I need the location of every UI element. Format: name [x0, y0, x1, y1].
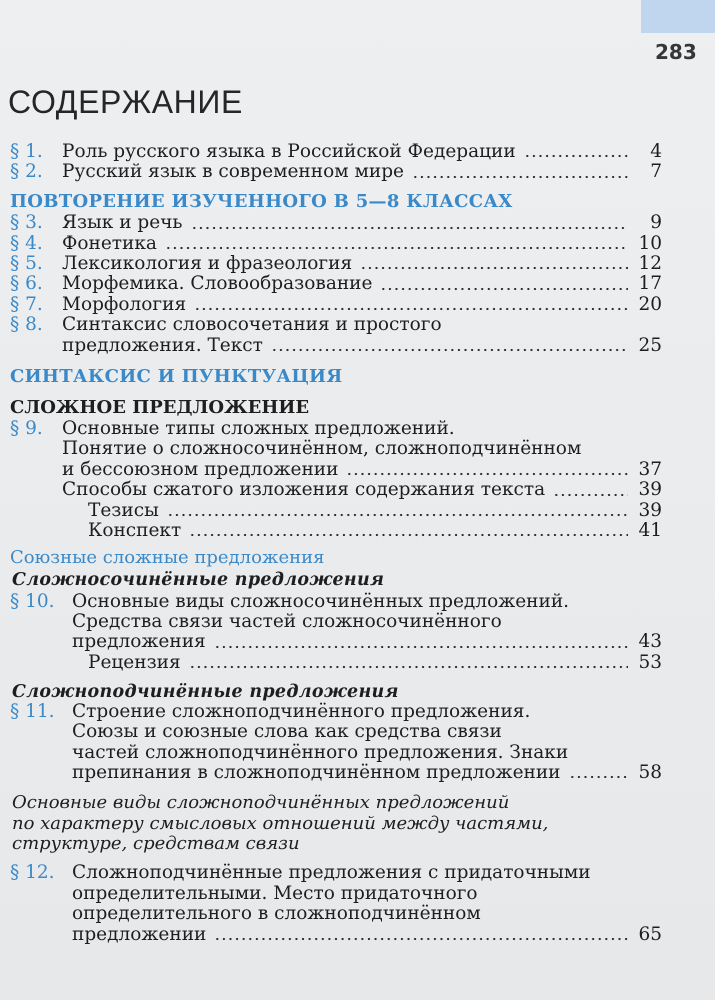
section-number: § 8.: [10, 314, 43, 336]
entry-title: Морфология: [62, 294, 187, 315]
dot-leader: [569, 775, 628, 779]
toc-entry-12: [10, 863, 662, 945]
heading-line: структуре, средствам связи: [12, 833, 300, 855]
entry-body: [62, 142, 662, 162]
entry-title: предложения: [72, 632, 206, 653]
heading-line: по характеру смысловых отношений между частями,: [12, 812, 549, 834]
entry-body: [72, 702, 662, 784]
entry-title: Сложноподчинённые предложения с придаточными: [72, 863, 591, 884]
entry-title: Тезисы: [88, 500, 159, 521]
entry-body: [62, 419, 662, 541]
section-number: § 3.: [10, 212, 43, 234]
entry-title: Основные типы сложных предложений.: [62, 419, 455, 440]
entry-line: [72, 722, 662, 742]
dot-leader: [271, 348, 628, 352]
entry-body: [62, 234, 662, 254]
subsection-heading-compound: Сложносочинённые предложения: [12, 569, 385, 590]
entry-title: Способы сжатого изложения содержания текста: [62, 480, 546, 501]
section-number: § 7.: [10, 293, 43, 315]
table-of-contents: [10, 142, 662, 945]
section-heading-syntax: СИНТАКСИС И ПУНКТУАЦИЯ: [10, 365, 343, 387]
entry-title: Средства связи частей сложносочинённого: [72, 611, 502, 632]
entry-body: [72, 592, 662, 674]
toc-entry-3: [10, 213, 662, 233]
entry-line: [72, 925, 662, 945]
entry-subline: [62, 501, 662, 521]
entry-line: [72, 904, 662, 924]
entry-page: 12: [638, 252, 662, 274]
entry-title: Язык и речь: [62, 213, 183, 234]
entry-title: Лексикология и фразеология: [62, 253, 353, 274]
entry-line: [62, 480, 662, 500]
entry-page: 65: [638, 923, 662, 945]
entry-line: [62, 162, 662, 182]
dot-leader: [194, 307, 628, 311]
section-number: § 10.: [10, 590, 55, 612]
entry-title: Морфемика. Словообразование: [62, 274, 373, 295]
entry-title: Русский язык в современном мире: [62, 162, 405, 183]
entry-line: [62, 274, 662, 294]
page-number: 283: [655, 40, 697, 64]
subsection-heading-conjunctive: Союзные сложные предложения: [10, 546, 325, 568]
dot-leader: [524, 154, 628, 158]
entry-subline: [62, 521, 662, 541]
toc-entry-11: [10, 702, 662, 784]
dot-leader: [165, 246, 628, 250]
dot-leader: [360, 266, 628, 270]
section-number: § 12.: [10, 862, 55, 884]
section-number: § 2.: [10, 161, 43, 183]
section-heading-review: ПОВТОРЕНИЕ ИЗУЧЕННОГО В 5—8 КЛАССАХ: [10, 190, 513, 212]
entry-title: определительными. Место придаточного: [72, 883, 478, 904]
dot-leader: [189, 533, 628, 537]
entry-body: [62, 274, 662, 294]
dot-leader: [346, 472, 628, 476]
heading-line: Основные виды сложноподчинённых предложений: [12, 792, 510, 814]
entry-body: [62, 162, 662, 182]
entry-page: 58: [638, 762, 662, 784]
entry-title: Понятие о сложносочинённом, сложноподчинённом: [62, 439, 582, 460]
entry-page: 17: [638, 273, 662, 295]
entry-line: [72, 632, 662, 652]
entry-title: Союзы и союзные слова как средства связи: [72, 722, 502, 743]
entry-line: [72, 592, 662, 612]
entry-title: Строение сложноподчинённого предложения.: [72, 701, 531, 722]
section-number: § 4.: [10, 232, 43, 254]
entry-title: Синтаксис словосочетания и простого: [62, 315, 442, 336]
section-number: § 5.: [10, 252, 43, 274]
toc-entry-4: [10, 234, 662, 254]
dot-leader: [380, 287, 628, 291]
entry-subline: [72, 653, 662, 673]
entry-title: препинания в сложноподчинённом предложении: [72, 763, 561, 784]
entry-title: Роль русского языка в Российской Федерации: [62, 142, 516, 162]
entry-page: 25: [638, 334, 662, 356]
entry-body: [72, 863, 662, 945]
toc-entry-1: [10, 142, 662, 162]
entry-page: 43: [638, 631, 662, 653]
entry-page: 37: [638, 458, 662, 480]
toc-entry-6: [10, 274, 662, 294]
entry-title: частей сложноподчинённого предложения. Знаки: [72, 742, 569, 763]
dot-leader: [553, 493, 628, 497]
entry-line: [62, 295, 662, 315]
page-title: СОДЕРЖАНИЕ: [8, 84, 243, 120]
entry-line: [72, 612, 662, 632]
entry-line: [62, 419, 662, 439]
entry-line: [62, 213, 662, 233]
entry-page: 4: [650, 141, 662, 162]
entry-page: 10: [638, 232, 662, 254]
entry-title: Конспект: [88, 521, 182, 542]
dot-leader: [214, 937, 628, 941]
section-number: § 9.: [10, 418, 43, 440]
dot-leader: [191, 226, 628, 230]
entry-title: Основные виды сложносочинённых предложений.: [72, 591, 570, 612]
subsection-heading-subordinate-types: [10, 793, 662, 854]
entry-title: Рецензия: [88, 652, 181, 673]
entry-page: 9: [650, 212, 662, 234]
toc-entry-9: [10, 419, 662, 541]
entry-page: 39: [638, 479, 662, 501]
entry-page: 7: [650, 161, 662, 183]
section-number: § 6.: [10, 273, 43, 295]
subsection-heading-subordinate: Сложноподчинённые предложения: [12, 681, 399, 702]
dot-leader: [214, 645, 628, 649]
entry-line: [72, 763, 662, 783]
entry-body: [62, 315, 662, 356]
entry-line: [62, 142, 662, 162]
entry-line: [72, 863, 662, 883]
toc-entry-5: [10, 254, 662, 274]
chapter-tab: [641, 0, 715, 33]
chapter-heading-complex-sentence: СЛОЖНОЕ ПРЕДЛОЖЕНИЕ: [10, 396, 310, 418]
entry-line: [62, 234, 662, 254]
entry-page: 53: [638, 651, 662, 673]
entry-title: и бессоюзном предложении: [62, 459, 339, 480]
entry-body: [62, 213, 662, 233]
entry-title: предложении: [72, 924, 207, 945]
entry-page: 20: [638, 293, 662, 315]
entry-line: [72, 884, 662, 904]
entry-page: 39: [638, 499, 662, 521]
entry-body: [62, 254, 662, 274]
toc-entry-2: [10, 162, 662, 182]
entry-body: [62, 295, 662, 315]
entry-line: [62, 315, 662, 335]
entry-title: определительного в сложноподчинённом: [72, 904, 481, 925]
entry-line: [62, 460, 662, 480]
toc-entry-8: [10, 315, 662, 356]
dot-leader: [412, 175, 628, 179]
section-number: § 1.: [10, 141, 43, 162]
section-number: § 11.: [10, 700, 55, 722]
entry-page: 41: [638, 520, 662, 542]
toc-entry-7: [10, 295, 662, 315]
entry-line: [72, 702, 662, 722]
entry-line: [62, 439, 662, 459]
dot-leader: [167, 513, 628, 517]
entry-title: предложения. Текст: [62, 335, 263, 356]
entry-line: [72, 743, 662, 763]
dot-leader: [189, 665, 628, 669]
entry-line: [62, 336, 662, 356]
entry-line: [62, 254, 662, 274]
entry-title: Фонетика: [62, 233, 157, 254]
toc-entry-10: [10, 592, 662, 674]
